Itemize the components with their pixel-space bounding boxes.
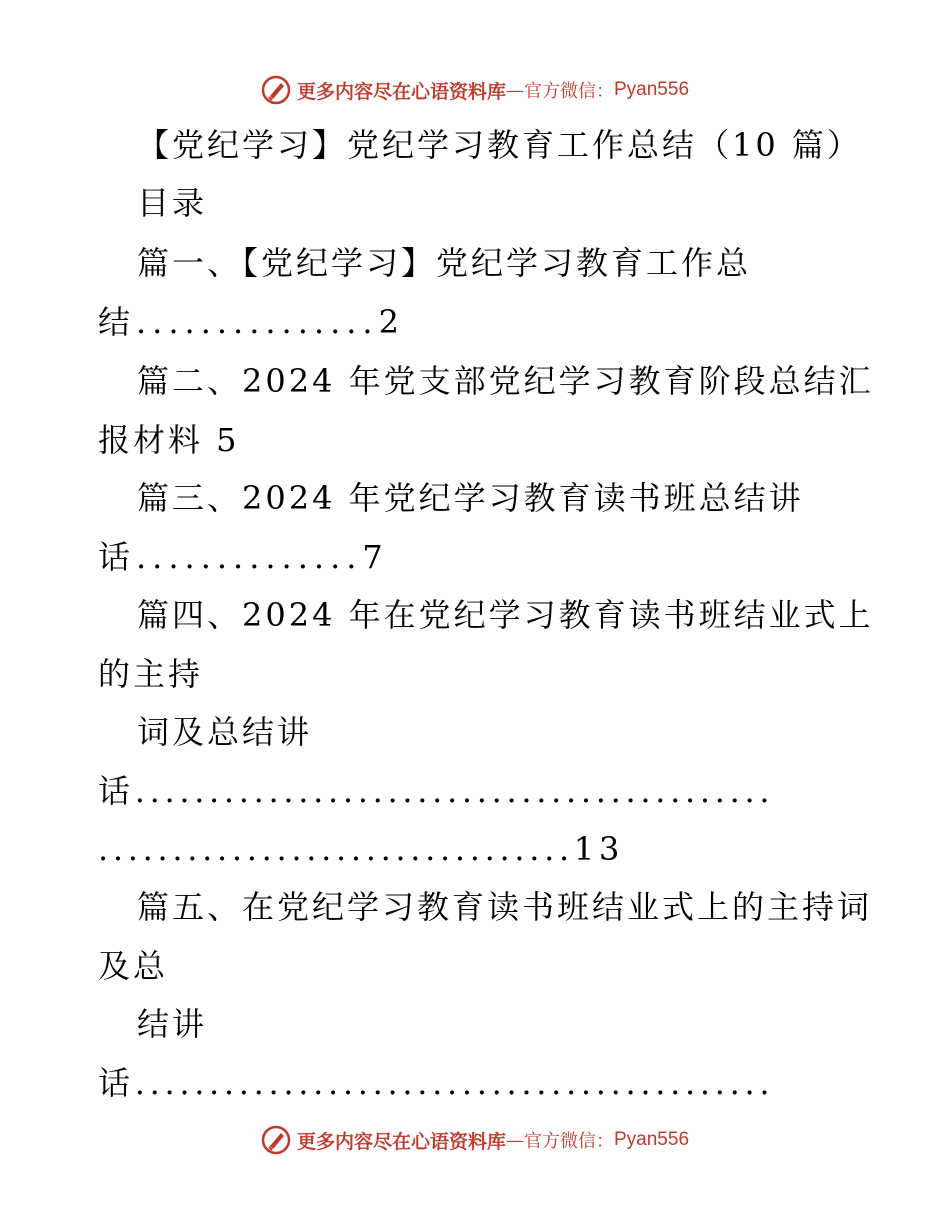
toc-entry-4-line-3: 词及总结讲 bbox=[137, 713, 313, 751]
toc-entry-4-line-1: 篇四、2024 年在党纪学习教育读书班结业式上 bbox=[137, 596, 874, 634]
toc-entry-3-line-2: 话..............7 bbox=[98, 538, 389, 576]
toc-entry-1-line-2: 结...............2 bbox=[98, 303, 405, 341]
pen-logo-icon bbox=[261, 75, 291, 105]
toc-heading: 目录 bbox=[137, 184, 208, 222]
toc-entry-4-line-5: ................................13 bbox=[98, 830, 625, 868]
banner-wechat-label: 官方微信： bbox=[524, 1131, 614, 1152]
pen-logo-icon bbox=[261, 1125, 291, 1155]
banner-wechat-label: 官方微信： bbox=[524, 81, 614, 102]
banner-account: Pyan556 bbox=[614, 79, 690, 100]
toc-entry-5-line-1: 篇五、在党纪学习教育读书班结业式上的主持词 bbox=[137, 888, 873, 926]
banner-promo-text: 更多内容尽在心语资料库 bbox=[296, 80, 506, 103]
banner-dash: — bbox=[506, 1129, 524, 1151]
footer-watermark-banner bbox=[0, 1120, 950, 1160]
banner-dash: — bbox=[506, 79, 524, 101]
toc-entry-4-line-4: 话........................................... bbox=[98, 772, 775, 810]
toc-entry-5-line-2: 及总 bbox=[98, 947, 169, 985]
header-watermark-banner bbox=[0, 70, 950, 110]
document-title: 【党纪学习】党纪学习教育工作总结（10 篇） bbox=[137, 126, 862, 164]
toc-entry-5-line-4: 话........................................... bbox=[98, 1064, 775, 1102]
banner-promo-text: 更多内容尽在心语资料库 bbox=[296, 1130, 506, 1153]
toc-entry-2-line-1: 篇二、2024 年党支部党纪学习教育阶段总结汇 bbox=[137, 362, 874, 400]
toc-entry-2-line-2: 报材料 5 bbox=[98, 421, 240, 459]
toc-entry-4-line-2: 的主持 bbox=[98, 655, 204, 693]
toc-entry-3-line-1: 篇三、2024 年党纪学习教育读书班总结讲 bbox=[137, 479, 804, 517]
toc-entry-5-line-3: 结讲 bbox=[137, 1005, 208, 1043]
banner-account: Pyan556 bbox=[614, 1129, 690, 1150]
toc-entry-1-line-1: 篇一、【党纪学习】党纪学习教育工作总 bbox=[137, 244, 752, 282]
